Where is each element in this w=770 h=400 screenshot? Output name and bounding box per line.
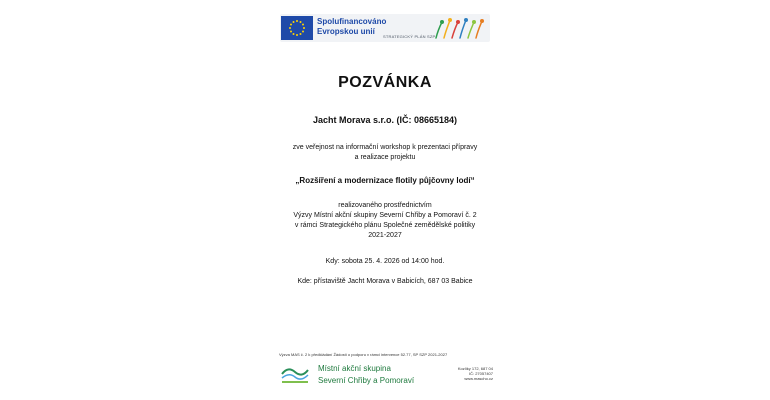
company-name: Jacht Morava s.r.o. (IČ: 08665184) xyxy=(312,115,458,125)
funding-line-2: Výzvy Místní akční skupiny Severní Chřiby a Pomoraví č. 2 xyxy=(293,212,477,219)
funding-line-4: 2021-2027 xyxy=(368,232,402,239)
eu-line-2: Evropskou unií xyxy=(317,27,375,36)
funding-line-3: v rámci Strategického plánu Společné zemědělské politiky xyxy=(294,222,476,229)
event-location: Kde: přístaviště Jacht Morava v Babicích, 687 03 Babice xyxy=(297,278,473,285)
invitation-line-1: zve veřejnost na informační workshop k prezentaci přípravy xyxy=(292,144,478,151)
contact-website: www.mascho.cz xyxy=(464,376,493,381)
mas-name xyxy=(318,363,414,387)
strategic-plan-label: STRATEGICKÝ PLÁN SZP xyxy=(383,34,436,39)
page-title: POZVÁNKA xyxy=(338,74,432,91)
mas-contact xyxy=(449,366,493,381)
contact-address: Kozlíky 172, 687 04 xyxy=(457,366,493,371)
funding-text xyxy=(0,201,770,241)
contact-id: IČ: 27057407 xyxy=(468,371,493,376)
footer-note: Výzva MAS č. 2 k předkládání Žádostí o podporu v rámci intervence 52.77, SP SZP 2021-2027 xyxy=(279,352,448,357)
strategic-plan-logo-icon xyxy=(432,16,490,40)
eu-line-1: Spolufinancováno xyxy=(317,17,387,26)
invitation-text xyxy=(0,143,770,163)
eu-flag-icon xyxy=(281,16,313,40)
mas-name-line-1: Místní akční skupina xyxy=(318,364,391,373)
project-title: „Rozšíření a modernizace flotily půjčovny lodí“ xyxy=(295,176,475,185)
eu-cofinanced-label xyxy=(317,17,386,37)
mas-logo-icon xyxy=(280,362,310,386)
funding-line-1: realizovaného prostřednictvím xyxy=(338,202,432,209)
mas-name-line-2: Severní Chřiby a Pomoraví xyxy=(318,376,415,385)
invitation-line-2: a realizace projektu xyxy=(354,154,416,161)
event-date: Kdy: sobota 25. 4. 2026 od 14:00 hod. xyxy=(325,258,445,265)
